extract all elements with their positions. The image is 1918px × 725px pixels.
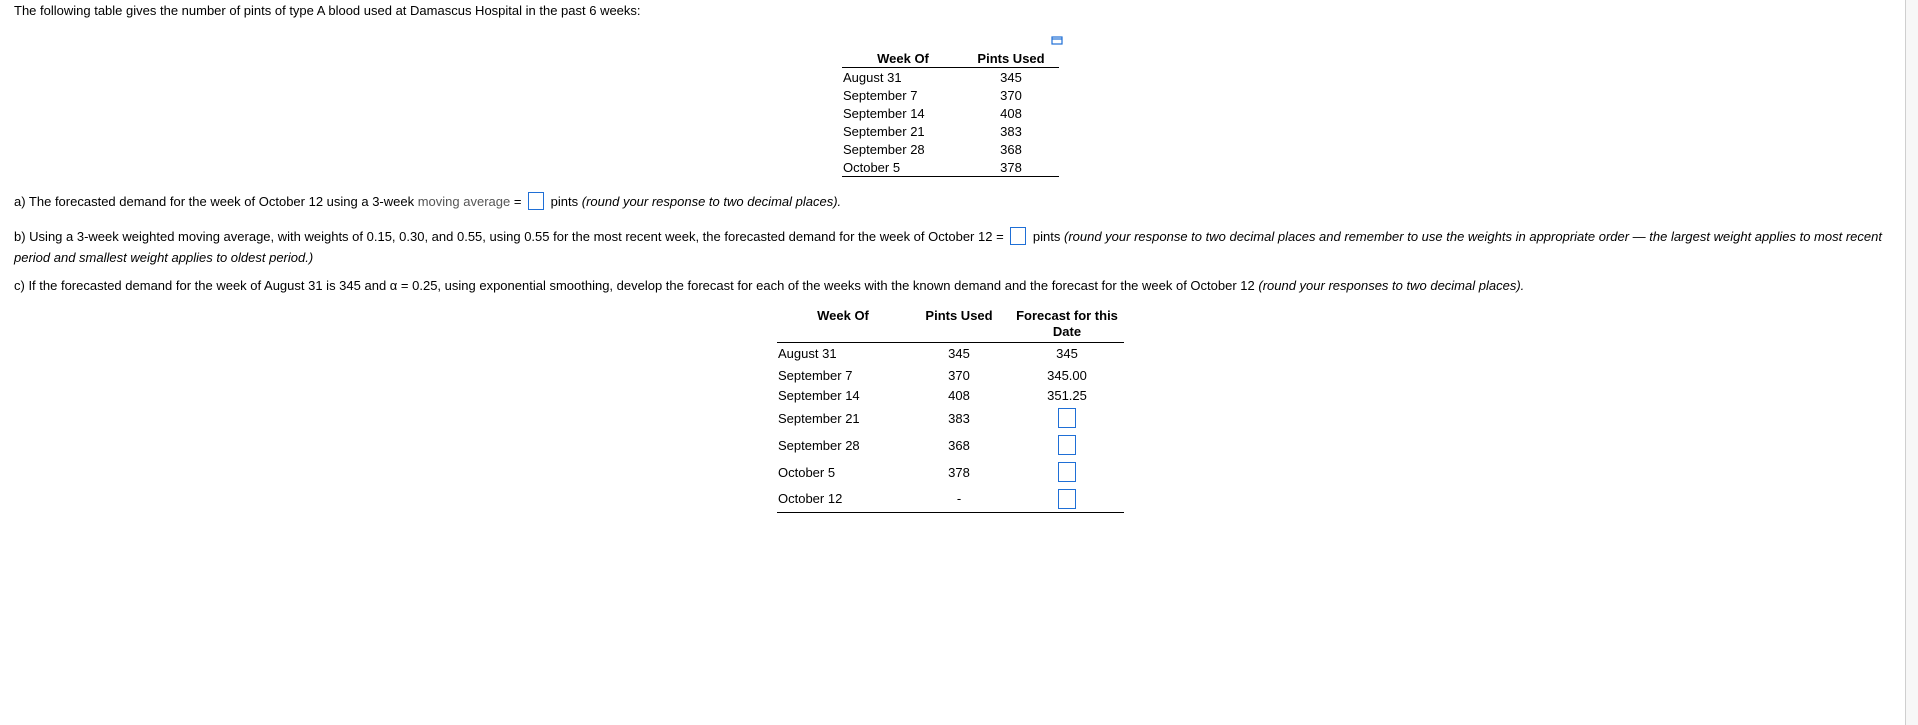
forecast-cell [1010, 486, 1124, 513]
forecast-input-sep-28[interactable] [1058, 435, 1076, 455]
table-row [842, 68, 1059, 87]
week-cell: August 31 [778, 346, 837, 362]
forecast-cell [1010, 405, 1124, 432]
question-c [14, 278, 1524, 293]
week-cell: September 7 [843, 87, 918, 103]
pints-cell: 383 [1000, 123, 1022, 139]
pints-cell: 368 [948, 437, 970, 453]
popout-window-icon[interactable] [1051, 34, 1063, 44]
pints-cell: - [908, 486, 1010, 513]
forecast-cell: 345 [1056, 346, 1078, 362]
question-a-unit: pints [547, 194, 582, 209]
moving-average-term[interactable]: moving average [417, 194, 511, 209]
question-b-note: (round your response to two decimal places and remember to use the weights in appropriate order — the largest weight applies to most recent [1063, 229, 1882, 244]
table-row [842, 104, 1059, 122]
week-cell: September 21 [843, 123, 925, 139]
table-row [777, 365, 1124, 387]
question-b-continued [14, 250, 313, 265]
forecast-cell: 351.25 [1047, 388, 1087, 403]
table-row [777, 432, 1124, 459]
question-a-note: (round your response to two decimal places). [581, 194, 842, 209]
week-cell: September 14 [778, 388, 860, 403]
week-cell: October 5 [842, 158, 963, 177]
forecast-cell [1010, 459, 1124, 486]
blood-usage-table [842, 50, 1059, 177]
header-pints-used: Pints Used [908, 306, 1010, 343]
table-row [842, 122, 1059, 140]
week-cell: September 28 [843, 141, 925, 157]
table-row [842, 86, 1059, 104]
answer-b-input[interactable] [1010, 227, 1026, 245]
week-cell: September 28 [778, 437, 860, 453]
week-cell: October 12 [777, 486, 908, 513]
header-pints-used: Pints Used [963, 50, 1059, 68]
pints-cell: 345 [948, 346, 970, 362]
pints-cell: 408 [948, 388, 970, 403]
table-row [777, 486, 1124, 513]
table-row [842, 158, 1059, 177]
pints-cell: 370 [1000, 87, 1022, 103]
question-a-prefix: a) The forecasted demand for the week of October 12 using a 3-week [14, 194, 418, 209]
pints-cell: 408 [1000, 105, 1022, 121]
forecast-cell [1010, 432, 1124, 459]
pints-cell: 370 [948, 368, 970, 383]
week-cell: September 21 [778, 410, 860, 426]
question-a [14, 194, 841, 210]
header-forecast: Forecast for this Date [1010, 306, 1124, 343]
week-cell: October 5 [778, 464, 836, 480]
table-row [842, 140, 1059, 158]
forecast-input-sep-21[interactable] [1058, 408, 1076, 428]
forecast-cell: 345.00 [1047, 368, 1087, 383]
vertical-scrollbar[interactable] [1905, 0, 1918, 725]
week-cell: September 7 [778, 368, 853, 383]
table-row [777, 387, 1124, 405]
table-row [777, 343, 1124, 365]
question-a-eq: = [510, 194, 522, 209]
header-week-of: Week Of [777, 306, 908, 343]
pints-cell: 383 [948, 410, 970, 426]
question-b [14, 229, 1882, 245]
exponential-smoothing-table [777, 306, 1124, 513]
question-b-prefix: b) Using a 3-week weighted moving average, with weights of 0.15, 0.30, and 0.55, using 0.55 for the most recent week, the forecasted demand for the week of October 12 = [14, 229, 1004, 244]
pints-cell: 368 [1000, 141, 1022, 157]
forecast-input-oct-12[interactable] [1058, 489, 1076, 509]
pints-cell: 345 [1000, 69, 1022, 85]
question-c-text: c) If the forecasted demand for the week of August 31 is 345 and α = 0.25, using exponential smoothing, develop the forecast for each of the weeks with the known demand and the forecast for the week of October 12 [14, 278, 1259, 293]
table-row [777, 405, 1124, 432]
pints-cell: 378 [948, 464, 970, 480]
question-b-note-continued: period and smallest weight applies to oldest period.) [14, 250, 314, 265]
forecast-input-oct-5[interactable] [1058, 462, 1076, 482]
question-c-note: (round your responses to two decimal places). [1258, 278, 1525, 293]
week-cell: August 31 [843, 69, 902, 85]
table-row [777, 459, 1124, 486]
header-week-of: Week Of [842, 50, 963, 68]
question-b-unit: pints [1029, 229, 1064, 244]
pints-cell: 378 [963, 158, 1059, 177]
intro-text: The following table gives the number of pints of type A blood used at Damascus Hospital in the past 6 weeks: [14, 3, 641, 18]
week-cell: September 14 [843, 105, 925, 121]
answer-a-input[interactable] [528, 192, 544, 210]
